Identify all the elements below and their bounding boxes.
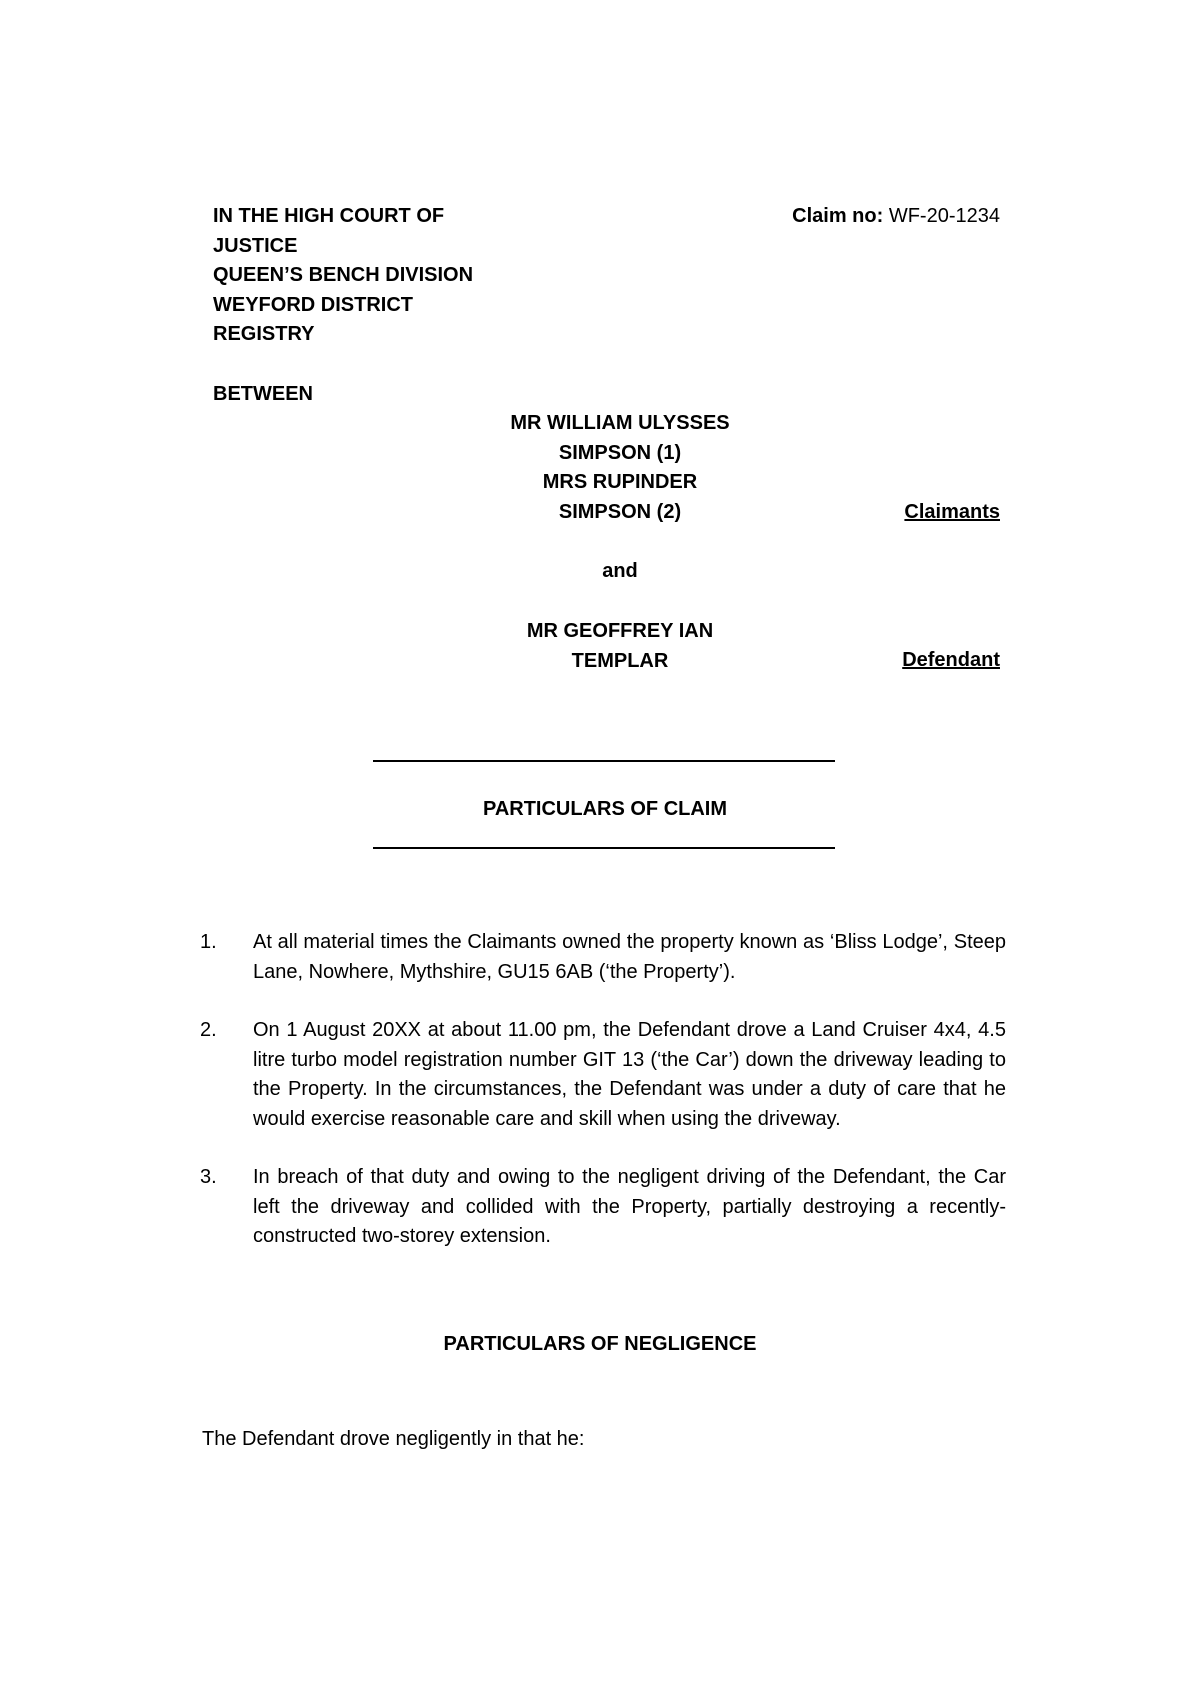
- defendant-line: TEMPLAR: [571, 649, 669, 672]
- heading-rule-bottom: [373, 847, 835, 849]
- particulars-of-claim-heading: PARTICULARS OF CLAIM: [482, 798, 728, 820]
- court-name-block: [213, 202, 513, 350]
- and-separator: and: [602, 560, 638, 582]
- paragraph-number: 3.: [200, 1166, 217, 1188]
- claimants-names: [470, 409, 770, 527]
- particulars-of-negligence-heading: PARTICULARS OF NEGLIGENCE: [443, 1333, 757, 1355]
- claim-paragraph: [200, 1016, 1006, 1134]
- paragraph-text: At all material times the Claimants owned the property known as ‘Bliss Lodge’, Steep Lane, Nowhere, Mythshire, GU15 6AB (‘the Property’).: [253, 931, 1006, 983]
- claim-paragraph: [200, 1163, 1006, 1252]
- between-label: BETWEEN: [213, 383, 313, 405]
- claim-paragraph: [200, 928, 1006, 987]
- court-line: WEYFORD DISTRICT: [213, 293, 413, 316]
- defendant-names: [470, 617, 770, 676]
- defendant-role-label: Defendant: [902, 649, 1000, 671]
- claimant-line: SIMPSON (1): [558, 441, 682, 464]
- claim-number-label: Claim no:: [792, 205, 884, 227]
- claimant-line: MR WILLIAM ULYSSES: [510, 412, 730, 434]
- court-line: IN THE HIGH COURT OF: [213, 205, 445, 227]
- claimant-line: SIMPSON (2): [558, 500, 682, 523]
- paragraph-text: In breach of that duty and owing to the negligent driving of the Defendant, the Car left the driveway and collided with the Property, partially destroying a recently-constructed two-storey extension.: [253, 1166, 1006, 1247]
- claimant-line: MRS RUPINDER: [542, 471, 698, 493]
- court-line: REGISTRY: [213, 323, 315, 345]
- claim-number: [792, 202, 1000, 232]
- claimants-role-label: Claimants: [904, 501, 1000, 523]
- paragraph-text: On 1 August 20XX at about 11.00 pm, the Defendant drove a Land Cruiser 4x4, 4.5 litre turbo model registration number GIT 13 (‘the Car’) down the driveway leading to the Property. In the circumstances, the Defendant was under a duty of care that he would exercise reasonable care and skill when using the driveway.: [253, 1019, 1006, 1130]
- court-line: QUEEN’S BENCH DIVISION: [213, 264, 474, 286]
- court-line: JUSTICE: [213, 234, 298, 257]
- negligence-intro: The Defendant drove negligently in that he:: [202, 1428, 585, 1450]
- claim-paragraphs: [200, 928, 1006, 1281]
- paragraph-number: 2.: [200, 1019, 217, 1041]
- defendant-line: MR GEOFFREY IAN: [526, 620, 714, 642]
- paragraph-number: 1.: [200, 931, 217, 953]
- claim-number-value: WF-20-1234: [883, 205, 1000, 227]
- heading-rule-top: [373, 760, 835, 762]
